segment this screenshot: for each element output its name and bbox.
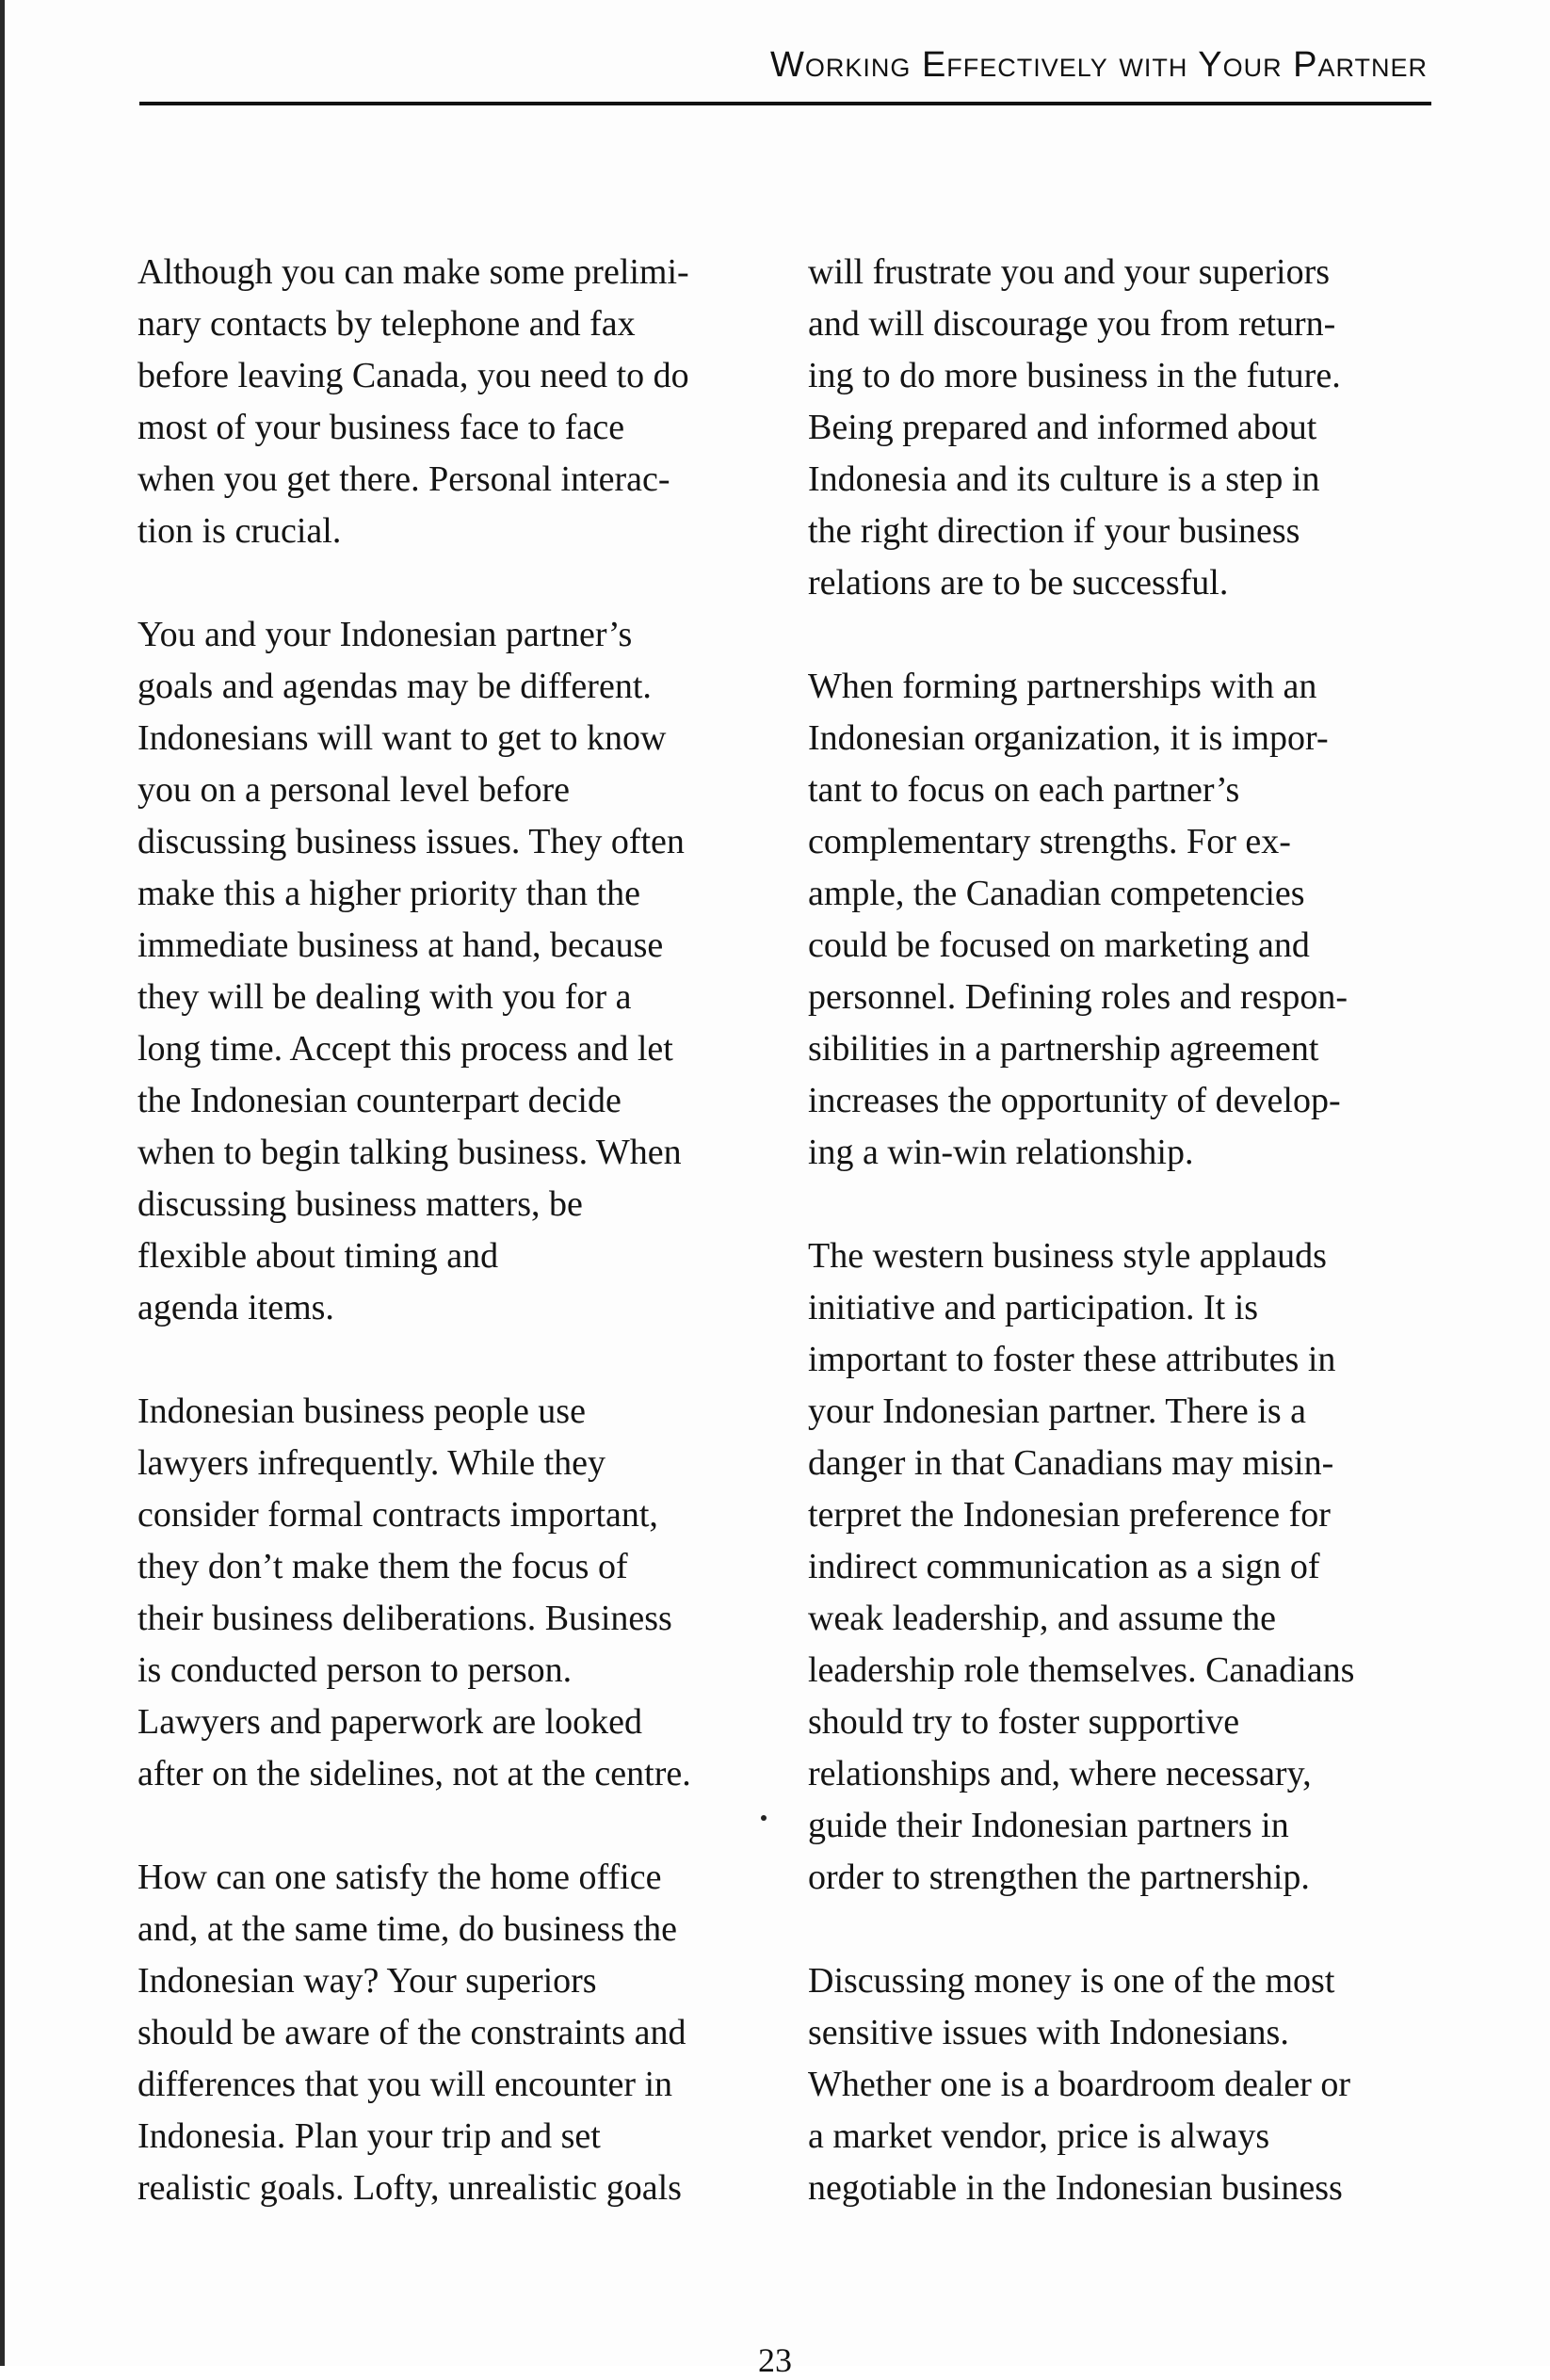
left-text-column (137, 247, 787, 2266)
paragraph: Although you can make some prelimi- nary contacts by telephone and fax before leaving Canada, you need to do most of your business face to face when you get there. Personal interac- tion is crucial. (137, 252, 689, 551)
paragraph: How can one satisfy the home office and, at the same time, do business the Indonesian way? Your superiors should be aware of the constraints and differences that you will encounter in Indonesia. Plan your trip and set realistic goals. Lofty, unrealistic goals (137, 1857, 686, 2208)
scan-edge-shadow (0, 0, 5, 2366)
running-header-title: Working Effectively with Your Partner (770, 45, 1428, 85)
scan-speck (761, 1815, 767, 1821)
right-text-column (808, 247, 1458, 2266)
paragraph: Discussing money is one of the most sensitive issues with Indonesians. Whether one is a boardroom dealer or a market vendor, price is always negotiable in the Indonesian business (808, 1961, 1351, 2208)
header-rule (139, 102, 1431, 105)
paragraph: will frustrate you and your superiors and will discourage you from return- ing to do more business in the future. Being prepared and informed about Indonesia and its culture is a step in the right direction if your business relations are to be successful. (808, 252, 1341, 603)
page-number: 23 (758, 2341, 792, 2379)
paragraph: Indonesian business people use lawyers infrequently. While they consider formal contracts important, they don’t make them the focus of their business deliberations. Business is conducted person to person. Lawyers and paperwork are looked after on the sidelines, not at the centre. (137, 1391, 691, 1793)
paragraph: When forming partnerships with an Indonesian organization, it is impor- tant to focus on each partner’s complementary strengths. For ex- ample, the Canadian competencies could be focused on marketing and personnel. Defining roles and respon- sibilities in a partnership agreement increases the opportunity of develop- ing a win-win relationship. (808, 667, 1348, 1172)
paragraph: You and your Indonesian partner’s goals and agendas may be different. Indonesians will want to get to know you on a personal level before discussing business issues. They often make this a higher priority than the immediate business at hand, because they will be dealing with you for a long time. Accept this process and let the Indonesian counterpart decide when to begin talking business. When discussing business matters, be flexible about timing and agenda items. (137, 615, 685, 1327)
paragraph: The western business style applauds initiative and participation. It is important to foster these attributes in your Indonesian partner. There is a danger in that Canadians may misin- terpret the Indonesian preference for indirect communication as a sign of weak leadership, and assume the leadership role themselves. Canadians should try to foster supportive relationships and, where necessary, guide their Indonesian partners in order to strengthen the partnership. (808, 1236, 1355, 1897)
